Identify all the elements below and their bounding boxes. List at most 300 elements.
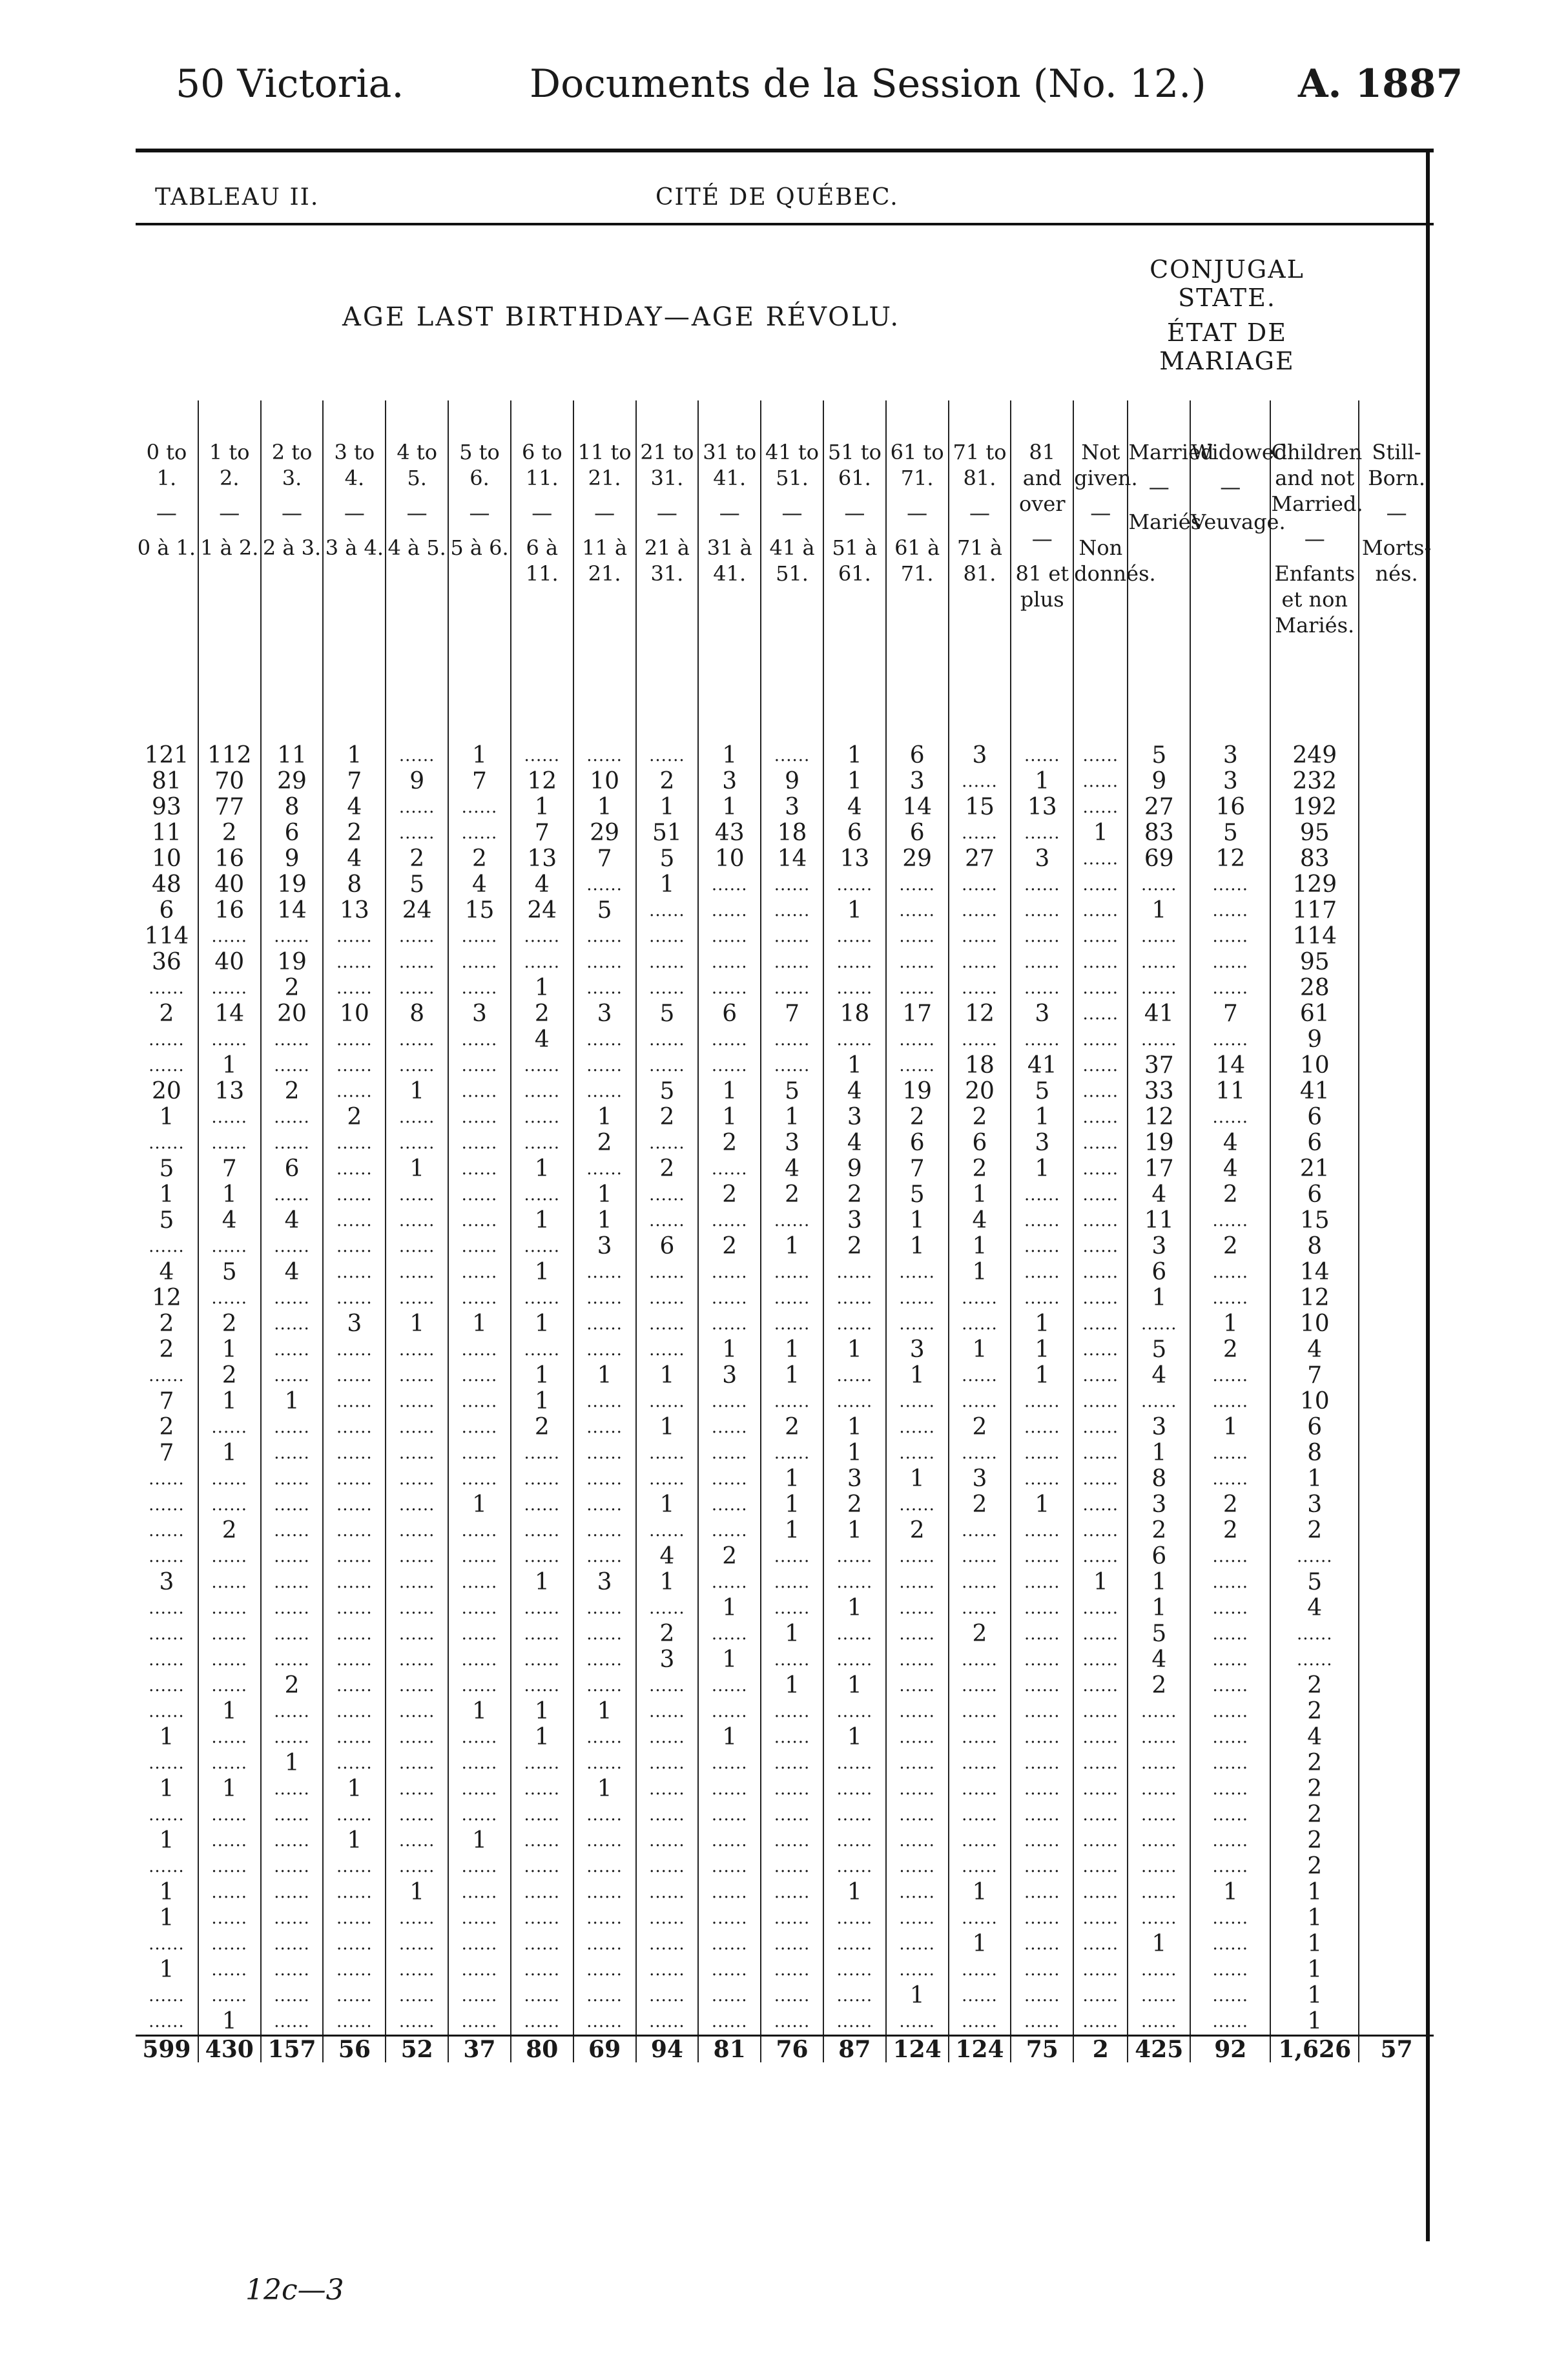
table-cell: ...... [1011,975,1073,1001]
table-cell: ...... [886,1931,949,1957]
table-cell: 1 [823,898,886,924]
table-cell: 12 [511,769,573,794]
table-cell: ...... [698,1156,761,1182]
table-cell: ...... [1011,898,1073,924]
table-cell: ...... [1073,872,1128,898]
table-cell: ...... [448,1079,511,1104]
table-cell: 2 [761,1182,823,1208]
table-cell: 41 [1011,1053,1073,1079]
table-cell: ...... [1011,1750,1073,1776]
table-cell: ...... [1073,743,1128,769]
table-cell: ...... [761,898,823,924]
table-cell: 10 [152,845,181,872]
table-cell: ...... [261,1130,324,1156]
total-cell: 87 [823,2036,886,2063]
table-cell: ...... [1073,1182,1128,1208]
table-cell: ...... [261,1931,324,1957]
table-cell: ...... [386,1285,448,1311]
table-cell: 2 [386,846,448,872]
table-cell: ...... [636,1931,699,1957]
table-cell: 13 [198,1079,261,1104]
table-cell: ...... [386,1931,448,1957]
table-cell: ...... [149,2012,185,2031]
table-cell: ...... [448,1260,511,1285]
table-cell: ...... [1011,1983,1073,2009]
table-cell: 19 [1128,1130,1190,1156]
table-cell: ...... [949,2009,1011,2036]
table-cell: ...... [448,820,511,846]
table-cell [1359,1802,1434,1828]
table-cell: 2 [698,1234,761,1260]
table-cell: 12 [152,1285,181,1311]
table-cell [1359,2009,1434,2036]
table-cell: 15 [949,794,1011,820]
table-cell: 1 [448,1828,511,1854]
table-cell: 3 [823,1208,886,1234]
table-cell: ...... [636,949,699,975]
table-row [136,1001,1434,1027]
table-cell: 70 [198,769,261,794]
table-cell: ...... [1073,1544,1128,1570]
table-cell: 4 [1128,1647,1190,1673]
table-cell: 4 [261,1208,324,1234]
table-cell: ...... [761,1440,823,1466]
table-cell: ...... [886,1570,949,1595]
column-header-fr: 51 à 61. [832,535,878,586]
table-cell: ...... [448,1647,511,1673]
table-cell: ...... [448,1776,511,1802]
table-cell: ...... [949,1389,1011,1415]
table-row [136,1389,1434,1415]
table-cell: 1 [1128,1931,1190,1957]
table-cell: ...... [448,1750,511,1776]
table-cell: 2 [949,1621,1011,1647]
table-row [136,1027,1434,1053]
total-cell: 56 [323,2036,386,2063]
column-header [1011,400,1073,743]
table-cell: 2 [198,1518,261,1544]
table-row [136,1983,1434,2009]
table-row [136,1854,1434,1880]
table-cell: 5 [159,1207,174,1234]
table-cell: ...... [1190,2009,1270,2036]
table-cell: ...... [636,1905,699,1931]
table-cell: ...... [1073,1802,1128,1828]
table-cell: 7 [1270,1363,1359,1389]
table-cell: 33 [1128,1079,1190,1104]
table-row [136,1415,1434,1440]
table-cell: 1 [1128,1570,1190,1595]
table-cell: ...... [698,1208,761,1234]
table-cell: ...... [823,949,886,975]
table-cell: ...... [198,1104,261,1130]
table-cell: 1 [698,1647,761,1673]
header-dash: — [969,501,990,525]
table-cell: 69 [1128,846,1190,872]
table-cell: 9 [386,769,448,794]
column-header-row [136,400,1434,743]
table-cell: ...... [386,1854,448,1880]
table-cell: ...... [823,1931,886,1957]
table-cell: 8 [261,794,324,820]
table-cell: 9 [261,846,324,872]
table-cell [1359,846,1434,872]
table-cell: ...... [448,975,511,1001]
table-cell: 1 [198,2009,261,2036]
table-cell: ...... [636,1208,699,1234]
table-row [136,1208,1434,1234]
table-cell: ...... [636,1311,699,1337]
table-cell: 6 [886,743,949,769]
table-cell: 21 [1270,1156,1359,1182]
table-cell: ...... [761,1311,823,1337]
table-cell: ...... [698,1466,761,1492]
table-cell: ...... [823,1647,886,1673]
table-cell: ...... [949,1828,1011,1854]
table-cell: ...... [448,1621,511,1647]
table-cell: 1 [511,1260,573,1285]
column-header-en: Widowed [1191,440,1288,464]
table-cell: ...... [386,743,448,769]
table-cell: ...... [886,1699,949,1725]
table-cell: 4 [636,1544,699,1570]
table-cell: ...... [886,1544,949,1570]
table-cell: ...... [198,1415,261,1440]
table-cell: ...... [1190,1595,1270,1621]
table-cell: ...... [1270,1621,1359,1647]
table-cell: 1 [636,794,699,820]
table-cell: 83 [1128,820,1190,846]
table-cell: ...... [1190,1905,1270,1931]
table-cell: 4 [1270,1337,1359,1363]
table-cell: ...... [386,1595,448,1621]
table-cell: ...... [886,872,949,898]
table-cell: ...... [1011,1854,1073,1880]
table-cell: ...... [323,1905,386,1931]
header-dash: — [531,501,553,525]
table-cell: ...... [198,1285,261,1311]
table-cell: ...... [323,1957,386,1983]
table-cell: ...... [1190,1750,1270,1776]
table-cell: ...... [323,1156,386,1182]
table-cell: ...... [448,1983,511,2009]
table-cell: ...... [149,1650,185,1670]
table-cell: 2 [1190,1518,1270,1544]
table-cell: 1 [448,1699,511,1725]
table-cell: 19 [886,1079,949,1104]
table-cell: ...... [1011,1234,1073,1260]
table-cell: ...... [636,1673,699,1699]
table-cell: 6 [698,1001,761,1027]
table-cell: 1 [949,1182,1011,1208]
table-cell: ...... [1128,1725,1190,1750]
table-cell: ...... [149,1599,185,1618]
table-cell: 1 [636,872,699,898]
table-cell: ...... [323,1750,386,1776]
table-cell: 3 [698,1363,761,1389]
table-cell: ...... [761,872,823,898]
table-cell [1359,1260,1434,1285]
table-cell: 1 [1011,1104,1073,1130]
table-cell: ...... [761,1389,823,1415]
table-cell: 19 [261,949,324,975]
table-cell: ...... [1073,1001,1128,1027]
total-cell: 2 [1073,2036,1128,2063]
table-cell: ...... [1073,1027,1128,1053]
table-cell: 6 [949,1130,1011,1156]
table-row [136,1440,1434,1466]
table-cell: ...... [448,1905,511,1931]
table-cell: 1 [1073,1570,1128,1595]
table-cell: 10 [698,846,761,872]
table-cell: ...... [511,2009,573,2036]
table-cell: ...... [1011,1595,1073,1621]
table-cell: 2 [159,1311,174,1337]
table-cell: ...... [1011,1905,1073,1931]
table-cell: 1 [573,1104,636,1130]
table-cell: ...... [636,1466,699,1492]
table-cell: 4 [261,1260,324,1285]
table-cell: 1 [949,1234,1011,1260]
column-header-fr: 0 à 1. [137,535,196,560]
header-dash: — [719,501,740,525]
table-cell: ...... [823,1750,886,1776]
table-row [136,1260,1434,1285]
table-cell: ...... [261,1363,324,1389]
table-cell: ...... [573,975,636,1001]
table-row [136,1957,1434,1983]
table-cell: ...... [323,1983,386,2009]
table-cell: ...... [636,1957,699,1983]
column-header-fr: 4 à 5. [387,535,446,560]
table-cell: 1 [511,1389,573,1415]
table-cell: 19 [261,872,324,898]
table-cell: ...... [386,1518,448,1544]
table-cell: ...... [323,1880,386,1905]
total-cell: 75 [1011,2036,1073,2063]
column-header-fr: 3 à 4. [325,535,384,560]
table-cell: 5 [198,1260,261,1285]
column-header-en: Children and not Married. [1271,440,1363,516]
table-cell: 1 [949,1260,1011,1285]
table-cell: ...... [386,1337,448,1363]
table-cell: 4 [1190,1130,1270,1156]
table-cell: ...... [949,1725,1011,1750]
table-cell: 2 [323,1104,386,1130]
table-cell: 3 [949,743,1011,769]
table-cell: ...... [1011,1828,1073,1854]
table-cell: ...... [573,1337,636,1363]
table-cell: ...... [261,1621,324,1647]
table-cell: 2 [511,1001,573,1027]
table-cell: ...... [698,1750,761,1776]
table-cell: ...... [1128,1905,1190,1931]
table-cell: ...... [1073,1466,1128,1492]
table-cell: 6 [261,1156,324,1182]
header-center: Documents de la Session (No. 12.) [530,61,1206,107]
table-cell: ...... [949,872,1011,898]
table-cell: ...... [511,1079,573,1104]
table-cell [1359,1182,1434,1208]
table-cell: ...... [511,1337,573,1363]
table-cell: ...... [823,1776,886,1802]
table-cell: ...... [198,1492,261,1518]
table-cell: ...... [386,1104,448,1130]
table-cell: ...... [698,872,761,898]
table-cell: ...... [949,1854,1011,1880]
total-cell: 57 [1359,2036,1434,2063]
table-cell: ...... [261,1234,324,1260]
table-cell: 2 [886,1104,949,1130]
table-row [136,820,1434,846]
table-cell: ...... [698,1905,761,1931]
table-cell: 5 [636,846,699,872]
table-cell: ...... [949,1699,1011,1725]
table-cell: 1 [823,1673,886,1699]
table-cell: ...... [1128,2009,1190,2036]
table-cell: ...... [386,1027,448,1053]
table-cell: 95 [1270,949,1359,975]
age-title: AGE LAST BIRTHDAY—AGE RÉVOLU. [342,302,901,332]
table-cell: ...... [761,1725,823,1750]
table-cell: 2 [823,1182,886,1208]
column-header-fr: Mariés [1128,510,1202,534]
table-cell: ...... [1073,1673,1128,1699]
table-cell [1359,820,1434,846]
table-cell: ...... [949,1440,1011,1466]
table-cell: ...... [198,1725,261,1750]
table-cell [1359,1931,1434,1957]
table-cell: ...... [1190,1828,1270,1854]
table-cell [1359,949,1434,975]
header-dash: — [406,501,428,525]
table-cell: ...... [149,1237,185,1256]
table-cell: ...... [886,1415,949,1440]
column-header-en: 21 to 31. [640,440,694,490]
column-header-fr: 81 et plus [1015,561,1069,612]
table-cell [1359,1208,1434,1234]
table-cell: ...... [1128,1983,1190,2009]
table-cell: ...... [261,924,324,949]
table-cell: 1 [159,1104,174,1130]
table-cell: ...... [511,1466,573,1492]
column-header-en: 11 to 21. [577,440,632,490]
table-cell: ...... [511,1673,573,1699]
table-row [136,846,1434,872]
table-cell: ...... [823,1621,886,1647]
table-cell: ...... [149,1624,185,1644]
table-cell: ...... [261,1983,324,2009]
table-cell: 7 [323,769,386,794]
table-cell: ...... [698,1260,761,1285]
table-cell: 1 [159,1827,174,1854]
table-cell: 1 [1270,1880,1359,1905]
column-header [1359,400,1434,743]
table-cell: ...... [198,1234,261,1260]
table-cell: 2 [261,1079,324,1104]
table-cell: 5 [1270,1570,1359,1595]
table-cell: 41 [1270,1079,1359,1104]
header-dash: — [1090,501,1111,525]
table-cell: ...... [511,1130,573,1156]
table-cell: 12 [1190,846,1270,872]
table-cell [1359,1570,1434,1595]
table-cell: ...... [698,2009,761,2036]
table-cell: ...... [198,1905,261,1931]
table-cell: ...... [448,1337,511,1363]
table-cell: ...... [1011,1208,1073,1234]
table-cell: ...... [386,1389,448,1415]
table-cell: ...... [1190,1957,1270,1983]
table-cell: 4 [323,794,386,820]
table-cell: ...... [386,1957,448,1983]
table-cell: ...... [261,1440,324,1466]
table-cell: 16 [1190,794,1270,820]
table-cell: 5 [386,872,448,898]
column-header-en: 6 to 11. [521,440,562,490]
table-row [136,1182,1434,1208]
column-header [511,400,573,743]
table-cell: 2 [1190,1492,1270,1518]
column-header [1270,400,1363,743]
table-cell: 1 [949,1931,1011,1957]
table-cell: ...... [1190,1854,1270,1880]
table-cell: ...... [1190,1983,1270,2009]
table-cell: 1 [1011,769,1073,794]
table-cell: ...... [261,1285,324,1311]
table-row [136,1905,1434,1931]
table-cell: ...... [761,1776,823,1802]
table-cell: ...... [761,1983,823,2009]
table-cell: 3 [949,1466,1011,1492]
table-cell: ...... [149,1547,185,1566]
table-cell: 7 [448,769,511,794]
table-cell: ...... [386,1905,448,1931]
table-cell: ...... [761,1570,823,1595]
table-cell: ...... [323,1285,386,1311]
table-cell: 1 [386,1156,448,1182]
table-cell: ...... [511,1621,573,1647]
table-cell: 2 [261,1673,324,1699]
table-cell: 3 [159,1569,174,1595]
table-cell: ...... [511,924,573,949]
table-cell: ...... [761,1880,823,1905]
table-cell: ...... [386,1440,448,1466]
total-cell: 157 [261,2036,324,2063]
total-cell: 425 [1128,2036,1190,2063]
table-cell: ...... [636,1776,699,1802]
table-cell: ...... [386,975,448,1001]
table-cell: ...... [886,924,949,949]
table-cell: 1 [159,1879,174,1905]
table-cell: ...... [1190,1285,1270,1311]
table-cell: ...... [198,1957,261,1983]
table-cell: ...... [949,949,1011,975]
table-row [136,1079,1434,1104]
table-cell: ...... [761,1699,823,1725]
table-row [136,1802,1434,1828]
table-cell: ...... [323,1595,386,1621]
table-row [136,1673,1434,1699]
table-cell: ...... [1073,794,1128,820]
table-cell: 1 [1270,1983,1359,2009]
table-cell: ...... [386,1699,448,1725]
table-cell: ...... [573,872,636,898]
table-cell: 4 [1270,1725,1359,1750]
table-cell: 3 [823,1104,886,1130]
table-cell: 2 [886,1518,949,1544]
table-cell: 5 [636,1001,699,1027]
